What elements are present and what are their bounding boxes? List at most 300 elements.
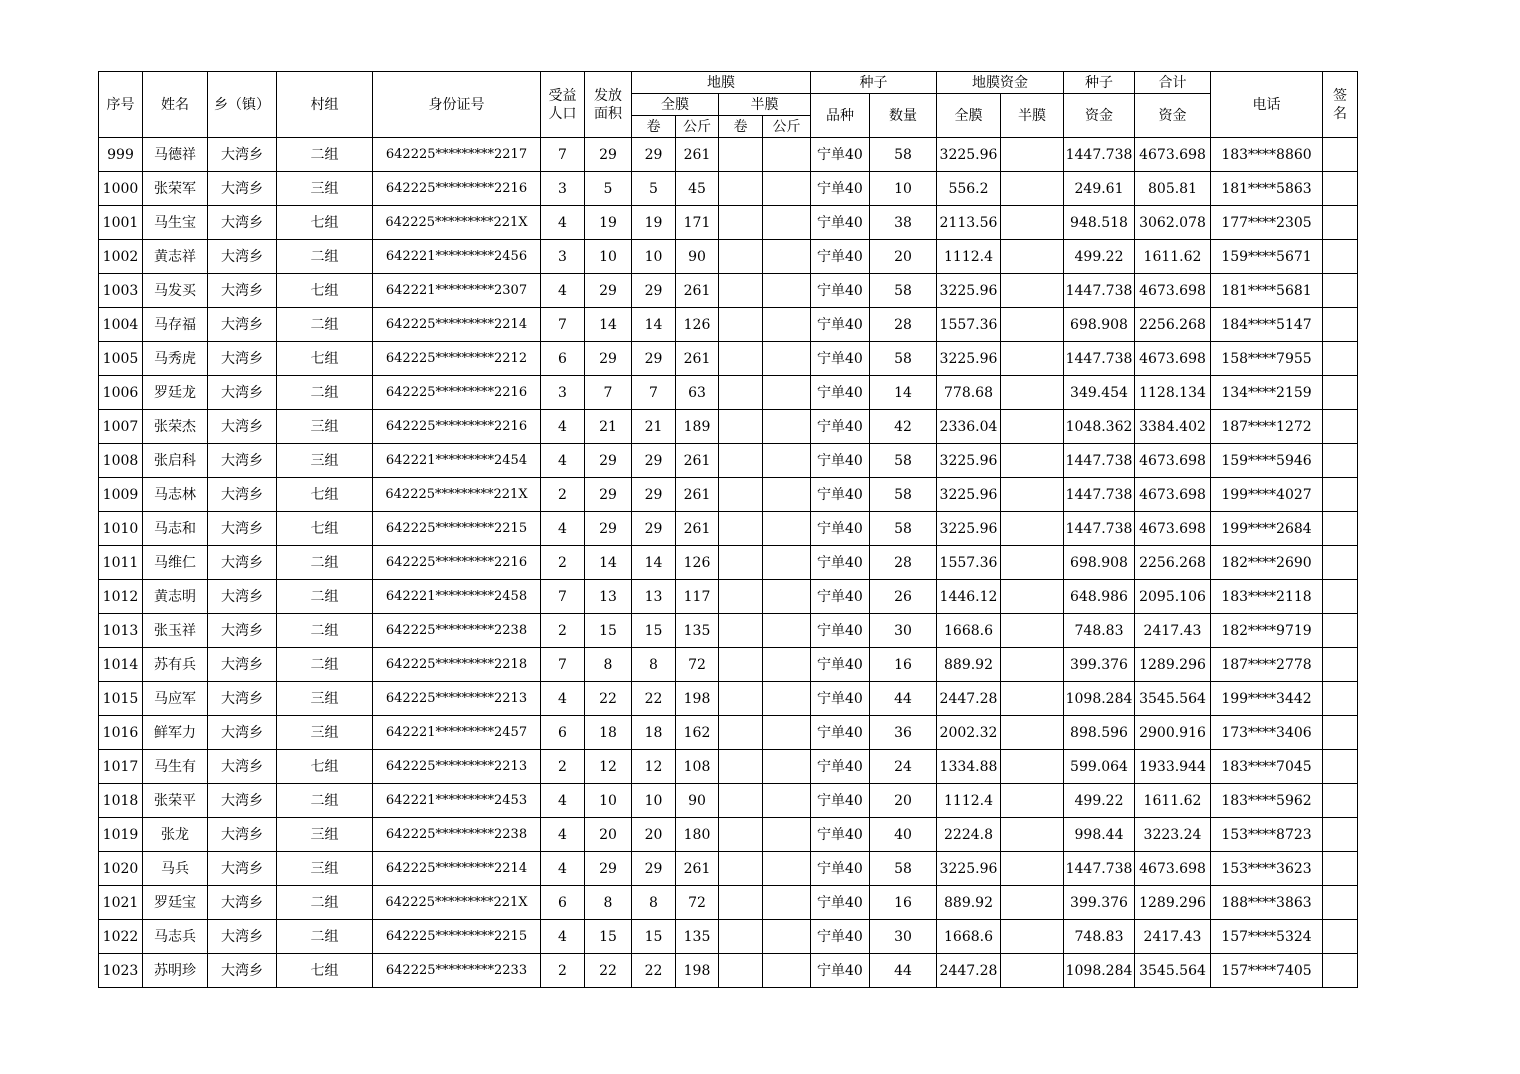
cell-township: 大湾乡	[208, 886, 277, 920]
cell-seq: 1011	[99, 546, 143, 580]
cell-full-kg: 171	[676, 206, 719, 240]
header-half-roll: 卷	[719, 116, 763, 138]
cell-name: 马德祥	[143, 138, 208, 172]
cell-half-film-fund	[1001, 138, 1064, 172]
cell-beneficiaries: 7	[541, 308, 585, 342]
cell-full-kg: 261	[676, 342, 719, 376]
cell-half-film-fund	[1001, 342, 1064, 376]
cell-variety: 宁单40	[811, 818, 870, 852]
header-village: 村组	[277, 72, 373, 138]
cell-half-roll	[719, 138, 763, 172]
cell-name: 罗廷宝	[143, 886, 208, 920]
cell-seed-fund: 948.518	[1064, 206, 1135, 240]
table-row	[99, 410, 1358, 444]
cell-seq: 1004	[99, 308, 143, 342]
cell-township: 大湾乡	[208, 478, 277, 512]
cell-quantity: 58	[870, 852, 937, 886]
cell-variety: 宁单40	[811, 682, 870, 716]
cell-total-fund: 1611.62	[1135, 240, 1211, 274]
cell-beneficiaries: 4	[541, 512, 585, 546]
header-full-film: 全膜	[632, 94, 719, 116]
cell-signature	[1323, 546, 1358, 580]
cell-full-film-fund: 1668.6	[937, 920, 1001, 954]
table-row	[99, 274, 1358, 308]
cell-half-kg	[763, 580, 811, 614]
cell-half-kg	[763, 410, 811, 444]
cell-seq: 1009	[99, 478, 143, 512]
cell-half-roll	[719, 308, 763, 342]
cell-quantity: 42	[870, 410, 937, 444]
table-row	[99, 172, 1358, 206]
cell-name: 马存福	[143, 308, 208, 342]
cell-full-film-fund: 3225.96	[937, 512, 1001, 546]
cell-name: 马秀虎	[143, 342, 208, 376]
cell-village: 二组	[277, 308, 373, 342]
cell-signature	[1323, 580, 1358, 614]
cell-full-kg: 135	[676, 614, 719, 648]
cell-full-kg: 126	[676, 308, 719, 342]
cell-full-film-fund: 3225.96	[937, 444, 1001, 478]
cell-seed-fund: 399.376	[1064, 886, 1135, 920]
cell-full-roll: 13	[632, 580, 676, 614]
cell-full-roll: 29	[632, 274, 676, 308]
cell-phone: 187****2778	[1211, 648, 1323, 682]
cell-area: 29	[585, 512, 632, 546]
cell-full-kg: 117	[676, 580, 719, 614]
cell-half-roll	[719, 750, 763, 784]
cell-variety: 宁单40	[811, 172, 870, 206]
cell-id-number: 642225*********2238	[373, 818, 541, 852]
cell-seq: 999	[99, 138, 143, 172]
cell-phone: 188****3863	[1211, 886, 1323, 920]
cell-half-film-fund	[1001, 954, 1064, 988]
cell-full-kg: 63	[676, 376, 719, 410]
cell-village: 二组	[277, 886, 373, 920]
cell-beneficiaries: 7	[541, 648, 585, 682]
cell-seq: 1014	[99, 648, 143, 682]
cell-area: 29	[585, 138, 632, 172]
cell-seq: 1020	[99, 852, 143, 886]
cell-area: 29	[585, 342, 632, 376]
cell-beneficiaries: 4	[541, 682, 585, 716]
cell-signature	[1323, 852, 1358, 886]
cell-seed-fund: 748.83	[1064, 920, 1135, 954]
cell-quantity: 44	[870, 954, 937, 988]
cell-phone: 158****7955	[1211, 342, 1323, 376]
cell-total-fund: 2095.106	[1135, 580, 1211, 614]
cell-total-fund: 4673.698	[1135, 852, 1211, 886]
cell-full-film-fund: 1446.12	[937, 580, 1001, 614]
cell-full-roll: 20	[632, 818, 676, 852]
table-row	[99, 308, 1358, 342]
cell-half-roll	[719, 240, 763, 274]
cell-full-roll: 29	[632, 478, 676, 512]
cell-full-film-fund: 1557.36	[937, 308, 1001, 342]
cell-half-roll	[719, 376, 763, 410]
cell-name: 马生有	[143, 750, 208, 784]
cell-variety: 宁单40	[811, 444, 870, 478]
cell-full-kg: 108	[676, 750, 719, 784]
cell-full-kg: 261	[676, 478, 719, 512]
cell-seed-fund: 499.22	[1064, 240, 1135, 274]
cell-name: 苏明珍	[143, 954, 208, 988]
cell-variety: 宁单40	[811, 138, 870, 172]
cell-village: 三组	[277, 172, 373, 206]
cell-half-film-fund	[1001, 784, 1064, 818]
cell-area: 14	[585, 546, 632, 580]
cell-name: 黄志明	[143, 580, 208, 614]
cell-id-number: 642221*********2456	[373, 240, 541, 274]
cell-name: 马应军	[143, 682, 208, 716]
cell-half-roll	[719, 410, 763, 444]
cell-signature	[1323, 784, 1358, 818]
cell-area: 15	[585, 614, 632, 648]
cell-id-number: 642221*********2307	[373, 274, 541, 308]
cell-signature	[1323, 818, 1358, 852]
cell-village: 七组	[277, 206, 373, 240]
cell-township: 大湾乡	[208, 376, 277, 410]
header-seed: 种子	[811, 72, 937, 94]
cell-half-kg	[763, 750, 811, 784]
cell-township: 大湾乡	[208, 750, 277, 784]
cell-total-fund: 2900.916	[1135, 716, 1211, 750]
cell-area: 18	[585, 716, 632, 750]
cell-quantity: 58	[870, 444, 937, 478]
cell-quantity: 58	[870, 478, 937, 512]
cell-variety: 宁单40	[811, 886, 870, 920]
cell-quantity: 28	[870, 308, 937, 342]
cell-phone: 159****5671	[1211, 240, 1323, 274]
cell-half-roll	[719, 784, 763, 818]
cell-village: 二组	[277, 784, 373, 818]
cell-phone: 134****2159	[1211, 376, 1323, 410]
cell-id-number: 642225*********2214	[373, 308, 541, 342]
cell-variety: 宁单40	[811, 750, 870, 784]
cell-name: 鲜军力	[143, 716, 208, 750]
cell-id-number: 642225*********2215	[373, 512, 541, 546]
cell-half-roll	[719, 342, 763, 376]
cell-phone: 182****2690	[1211, 546, 1323, 580]
cell-full-roll: 14	[632, 308, 676, 342]
cell-area: 29	[585, 274, 632, 308]
cell-variety: 宁单40	[811, 376, 870, 410]
cell-beneficiaries: 6	[541, 886, 585, 920]
cell-variety: 宁单40	[811, 512, 870, 546]
distribution-table	[98, 71, 1358, 988]
cell-seed-fund: 698.908	[1064, 546, 1135, 580]
cell-phone: 159****5946	[1211, 444, 1323, 478]
header-half-film: 半膜	[719, 94, 811, 116]
cell-half-kg	[763, 648, 811, 682]
cell-seq: 1013	[99, 614, 143, 648]
cell-variety: 宁单40	[811, 580, 870, 614]
cell-id-number: 642225*********2217	[373, 138, 541, 172]
cell-total-fund: 2256.268	[1135, 308, 1211, 342]
cell-beneficiaries: 3	[541, 376, 585, 410]
cell-half-roll	[719, 682, 763, 716]
cell-township: 大湾乡	[208, 206, 277, 240]
cell-seed-fund: 1447.738	[1064, 512, 1135, 546]
cell-full-film-fund: 1112.4	[937, 240, 1001, 274]
cell-village: 二组	[277, 376, 373, 410]
cell-full-film-fund: 1334.88	[937, 750, 1001, 784]
cell-quantity: 30	[870, 920, 937, 954]
cell-id-number: 642225*********2216	[373, 410, 541, 444]
cell-township: 大湾乡	[208, 274, 277, 308]
cell-signature	[1323, 614, 1358, 648]
cell-township: 大湾乡	[208, 342, 277, 376]
cell-seed-fund: 1098.284	[1064, 682, 1135, 716]
cell-quantity: 20	[870, 240, 937, 274]
header-seed-fund-bottom: 资金	[1064, 94, 1135, 138]
cell-half-roll	[719, 954, 763, 988]
cell-village: 二组	[277, 920, 373, 954]
cell-signature	[1323, 240, 1358, 274]
cell-variety: 宁单40	[811, 784, 870, 818]
cell-name: 马兵	[143, 852, 208, 886]
cell-seq: 1022	[99, 920, 143, 954]
cell-area: 8	[585, 886, 632, 920]
cell-beneficiaries: 4	[541, 784, 585, 818]
cell-full-film-fund: 1112.4	[937, 784, 1001, 818]
cell-full-kg: 198	[676, 954, 719, 988]
cell-beneficiaries: 2	[541, 546, 585, 580]
cell-signature	[1323, 342, 1358, 376]
cell-township: 大湾乡	[208, 138, 277, 172]
cell-seed-fund: 499.22	[1064, 784, 1135, 818]
cell-half-roll	[719, 206, 763, 240]
cell-area: 13	[585, 580, 632, 614]
header-name: 姓名	[143, 72, 208, 138]
cell-area: 8	[585, 648, 632, 682]
cell-total-fund: 805.81	[1135, 172, 1211, 206]
cell-half-roll	[719, 852, 763, 886]
cell-full-kg: 189	[676, 410, 719, 444]
cell-half-kg	[763, 274, 811, 308]
header-township: 乡（镇）	[208, 72, 277, 138]
cell-full-roll: 18	[632, 716, 676, 750]
cell-seq: 1007	[99, 410, 143, 444]
cell-beneficiaries: 6	[541, 342, 585, 376]
cell-half-film-fund	[1001, 308, 1064, 342]
cell-half-film-fund	[1001, 478, 1064, 512]
cell-seq: 1012	[99, 580, 143, 614]
cell-village: 二组	[277, 240, 373, 274]
cell-seed-fund: 399.376	[1064, 648, 1135, 682]
header-full-film-fund: 全膜	[937, 94, 1001, 138]
cell-signature	[1323, 716, 1358, 750]
cell-name: 张荣杰	[143, 410, 208, 444]
cell-full-film-fund: 2447.28	[937, 682, 1001, 716]
cell-full-kg: 261	[676, 274, 719, 308]
header-full-kg: 公斤	[676, 116, 719, 138]
cell-half-film-fund	[1001, 750, 1064, 784]
cell-full-roll: 22	[632, 682, 676, 716]
table-row	[99, 342, 1358, 376]
cell-signature	[1323, 886, 1358, 920]
header-full-roll: 卷	[632, 116, 676, 138]
cell-name: 张荣平	[143, 784, 208, 818]
cell-total-fund: 2417.43	[1135, 614, 1211, 648]
cell-beneficiaries: 3	[541, 172, 585, 206]
cell-half-film-fund	[1001, 172, 1064, 206]
cell-variety: 宁单40	[811, 274, 870, 308]
cell-id-number: 642225*********2213	[373, 682, 541, 716]
cell-seq: 1005	[99, 342, 143, 376]
cell-full-kg: 72	[676, 648, 719, 682]
cell-name: 马维仁	[143, 546, 208, 580]
header-mulch-fund: 地膜资金	[937, 72, 1064, 94]
cell-phone: 184****5147	[1211, 308, 1323, 342]
cell-half-roll	[719, 512, 763, 546]
cell-total-fund: 1128.134	[1135, 376, 1211, 410]
cell-area: 22	[585, 682, 632, 716]
cell-id-number: 642225*********2238	[373, 614, 541, 648]
cell-village: 七组	[277, 478, 373, 512]
table-row	[99, 886, 1358, 920]
cell-full-film-fund: 556.2	[937, 172, 1001, 206]
cell-half-kg	[763, 954, 811, 988]
cell-half-kg	[763, 240, 811, 274]
cell-full-roll: 10	[632, 784, 676, 818]
cell-id-number: 642221*********2457	[373, 716, 541, 750]
cell-area: 7	[585, 376, 632, 410]
cell-half-kg	[763, 682, 811, 716]
cell-quantity: 38	[870, 206, 937, 240]
cell-phone: 181****5863	[1211, 172, 1323, 206]
cell-half-film-fund	[1001, 206, 1064, 240]
cell-township: 大湾乡	[208, 852, 277, 886]
cell-id-number: 642225*********2216	[373, 546, 541, 580]
cell-seed-fund: 1447.738	[1064, 478, 1135, 512]
cell-seq: 1006	[99, 376, 143, 410]
cell-township: 大湾乡	[208, 682, 277, 716]
cell-name: 张启科	[143, 444, 208, 478]
cell-total-fund: 4673.698	[1135, 478, 1211, 512]
cell-area: 12	[585, 750, 632, 784]
cell-quantity: 58	[870, 138, 937, 172]
cell-full-kg: 261	[676, 512, 719, 546]
cell-name: 罗廷龙	[143, 376, 208, 410]
cell-seq: 1021	[99, 886, 143, 920]
cell-seed-fund: 1048.362	[1064, 410, 1135, 444]
cell-quantity: 16	[870, 886, 937, 920]
cell-variety: 宁单40	[811, 954, 870, 988]
cell-village: 二组	[277, 614, 373, 648]
cell-half-kg	[763, 478, 811, 512]
cell-half-roll	[719, 614, 763, 648]
cell-half-film-fund	[1001, 410, 1064, 444]
cell-id-number: 642225*********2218	[373, 648, 541, 682]
cell-phone: 173****3406	[1211, 716, 1323, 750]
cell-name: 马发买	[143, 274, 208, 308]
table-row	[99, 240, 1358, 274]
cell-signature	[1323, 750, 1358, 784]
cell-village: 七组	[277, 512, 373, 546]
cell-seq: 1016	[99, 716, 143, 750]
cell-phone: 183****8860	[1211, 138, 1323, 172]
table-row	[99, 750, 1358, 784]
cell-variety: 宁单40	[811, 342, 870, 376]
cell-full-film-fund: 889.92	[937, 886, 1001, 920]
table-row	[99, 376, 1358, 410]
cell-full-roll: 29	[632, 852, 676, 886]
cell-half-kg	[763, 546, 811, 580]
cell-area: 15	[585, 920, 632, 954]
cell-signature	[1323, 512, 1358, 546]
cell-full-kg: 90	[676, 784, 719, 818]
cell-quantity: 40	[870, 818, 937, 852]
cell-seq: 1017	[99, 750, 143, 784]
cell-id-number: 642225*********2233	[373, 954, 541, 988]
cell-township: 大湾乡	[208, 784, 277, 818]
cell-village: 七组	[277, 954, 373, 988]
header-half-film-fund: 半膜	[1001, 94, 1064, 138]
header-mulch: 地膜	[632, 72, 811, 94]
cell-beneficiaries: 7	[541, 138, 585, 172]
cell-half-kg	[763, 206, 811, 240]
table-row	[99, 648, 1358, 682]
cell-id-number: 642225*********2216	[373, 172, 541, 206]
cell-half-roll	[719, 716, 763, 750]
cell-village: 二组	[277, 546, 373, 580]
cell-half-roll	[719, 580, 763, 614]
cell-quantity: 58	[870, 274, 937, 308]
cell-phone: 153****8723	[1211, 818, 1323, 852]
cell-full-kg: 198	[676, 682, 719, 716]
cell-quantity: 28	[870, 546, 937, 580]
cell-name: 张龙	[143, 818, 208, 852]
cell-total-fund: 1611.62	[1135, 784, 1211, 818]
cell-phone: 183****5962	[1211, 784, 1323, 818]
cell-full-roll: 14	[632, 546, 676, 580]
cell-village: 三组	[277, 716, 373, 750]
cell-total-fund: 1289.296	[1135, 886, 1211, 920]
cell-half-film-fund	[1001, 580, 1064, 614]
cell-full-roll: 29	[632, 444, 676, 478]
cell-seq: 1008	[99, 444, 143, 478]
cell-full-roll: 8	[632, 886, 676, 920]
cell-village: 三组	[277, 444, 373, 478]
cell-area: 22	[585, 954, 632, 988]
cell-area: 10	[585, 784, 632, 818]
header-beneficiaries: 受益人口	[541, 72, 585, 138]
cell-full-roll: 8	[632, 648, 676, 682]
cell-beneficiaries: 4	[541, 206, 585, 240]
cell-signature	[1323, 648, 1358, 682]
cell-seq: 1023	[99, 954, 143, 988]
cell-village: 二组	[277, 138, 373, 172]
header-id-number: 身份证号	[373, 72, 541, 138]
cell-id-number: 642225*********221X	[373, 478, 541, 512]
cell-half-roll	[719, 478, 763, 512]
cell-full-roll: 29	[632, 342, 676, 376]
cell-half-film-fund	[1001, 886, 1064, 920]
cell-township: 大湾乡	[208, 614, 277, 648]
cell-township: 大湾乡	[208, 580, 277, 614]
cell-variety: 宁单40	[811, 852, 870, 886]
cell-seed-fund: 249.61	[1064, 172, 1135, 206]
cell-beneficiaries: 2	[541, 750, 585, 784]
cell-total-fund: 1933.944	[1135, 750, 1211, 784]
cell-name: 马生宝	[143, 206, 208, 240]
cell-full-film-fund: 778.68	[937, 376, 1001, 410]
cell-signature	[1323, 206, 1358, 240]
cell-full-film-fund: 2113.56	[937, 206, 1001, 240]
cell-name: 马志林	[143, 478, 208, 512]
cell-full-kg: 45	[676, 172, 719, 206]
cell-beneficiaries: 7	[541, 580, 585, 614]
